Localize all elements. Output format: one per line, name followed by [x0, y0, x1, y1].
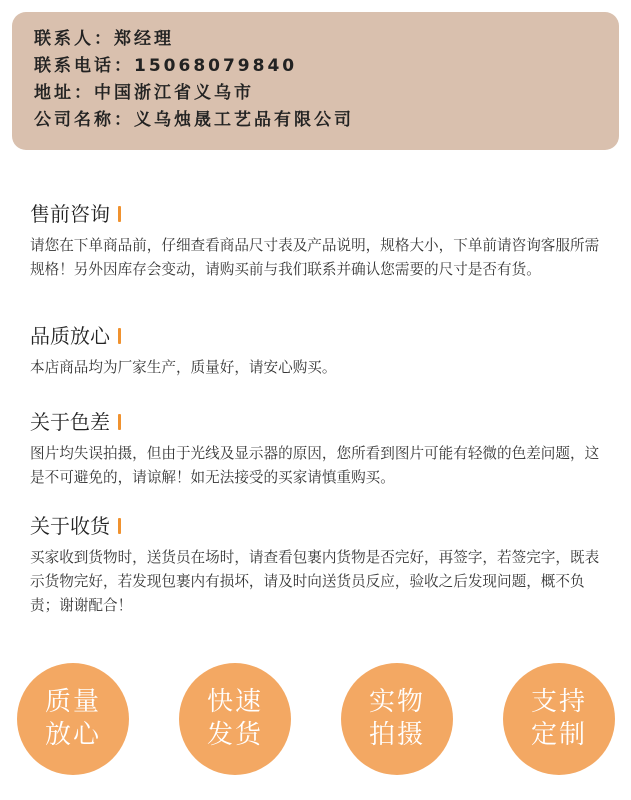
badge-quality: [17, 663, 129, 775]
badge-line: 快速: [206, 687, 263, 717]
section-body: 图片均失误拍摄，但由于光线及显示器的原因，您所看到图片可能有轻微的色差问题，这是不可避免的，请谅解！如无法接受的买家请慎重购买。: [30, 445, 600, 486]
section-title: [30, 200, 610, 228]
badge-line: 拍摄: [368, 720, 425, 750]
contact-address: 地址：中国浙江省义乌市: [34, 83, 254, 103]
section-quality: [30, 322, 610, 380]
section-receiving: [30, 512, 610, 618]
badge-fast-shipping: [179, 663, 291, 775]
section-title-text: 关于收货: [30, 514, 110, 538]
section-title-text: 售前咨询: [30, 202, 110, 226]
section-title: [30, 512, 610, 540]
title-accent-bar: [118, 206, 121, 222]
contact-phone: 联系电话：15068079840: [34, 56, 298, 76]
contact-company: 公司名称：义乌烛晟工艺品有限公司: [34, 110, 354, 130]
title-accent-bar: [118, 414, 121, 430]
section-title-text: 关于色差: [30, 410, 110, 434]
badge-real-photo: [341, 663, 453, 775]
contact-person: 联系人：郑经理: [34, 29, 174, 49]
section-color-difference: [30, 408, 610, 490]
badge-line: 发货: [206, 720, 263, 750]
section-body: 本店商品均为厂家生产，质量好，请安心购买。: [30, 359, 337, 376]
badge-customization: [503, 663, 615, 775]
contact-card: [12, 12, 619, 150]
badge-line: 支持: [530, 687, 587, 717]
badge-line: 放心: [44, 720, 101, 750]
section-title: [30, 322, 610, 350]
section-title-text: 品质放心: [30, 324, 110, 348]
section-body: 请您在下单商品前，仔细查看商品尺寸表及产品说明，规格大小，下单前请咨询客服所需规格！另外因库存会变动，请购买前与我们联系并确认您需要的尺寸是否有货。: [30, 237, 600, 278]
badge-line: 定制: [530, 720, 587, 750]
title-accent-bar: [118, 328, 121, 344]
title-accent-bar: [118, 518, 121, 534]
section-body: 买家收到货物时，送货员在场时，请查看包裹内货物是否完好，再签字，若签完字，既表示货物完好，若发现包裹内有损坏，请及时向送货员反应，验收之后发现问题，概不负责；谢谢配合！: [30, 549, 600, 614]
section-presale: [30, 200, 610, 282]
badge-line: 质量: [44, 687, 101, 717]
badge-line: 实物: [368, 687, 425, 717]
section-title: [30, 408, 610, 436]
